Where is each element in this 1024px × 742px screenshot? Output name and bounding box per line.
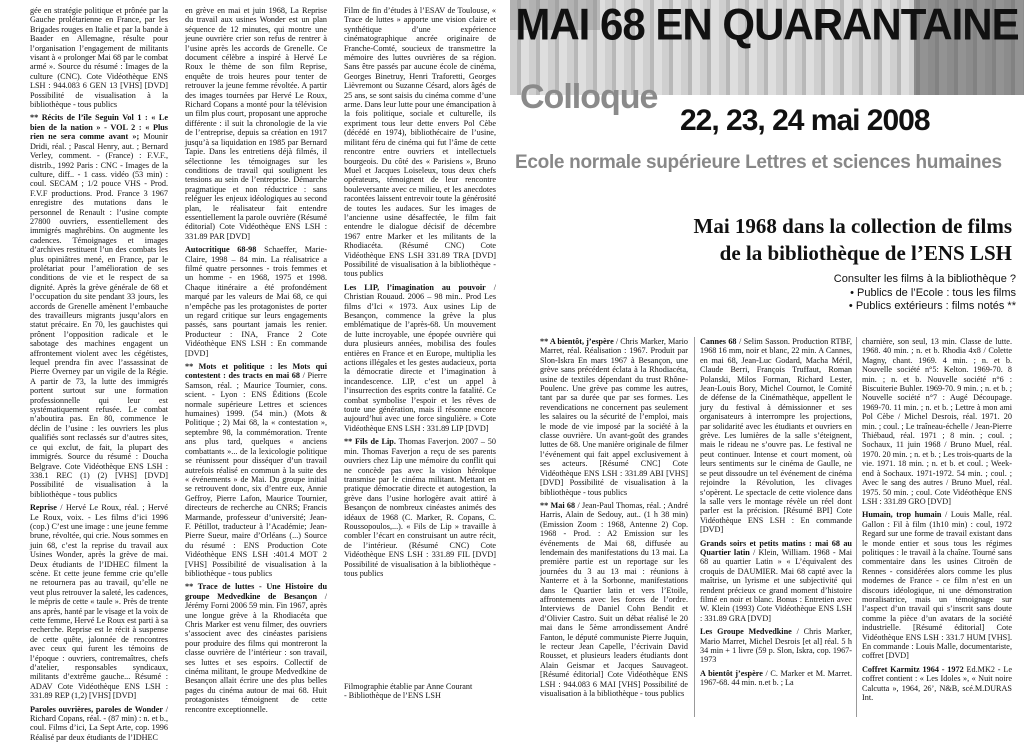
film-title: Les LIP, l’imagination au pouvoir	[344, 282, 486, 292]
col2-entry-3: ** Trace de luttes - Une Histoire du groupe Medvedkine de Besançon / Jérémy Forni 2006 59 min. Fin 1967, après une longue grève à la Rhodiacéta que Chris Marker est venu filmer, des ouvriers s’associent avec des cinéastes parisiens pour produire des films qui montreront la classe ouvrière de l’intérieur : son travail, ses luttes et ses espoirs. Collectif de cinéma militant, le groupe Medvedkine de Besançon allait écrire une des plus belles pages du cinéma autour de mai 68. Huit protagonistes témoignent de cette rencontre exceptionnelle.	[185, 582, 327, 714]
filmography-credit	[344, 682, 472, 701]
col4-entry-0: ** A bientôt, j’espère / Chris Marker, Mario Marret, réal. Réalisation : 1967. Produit par Slon-Iskra En mars 1967 à Besançon, une grève sans précédent éclata à la Rhodiacéta, usine de textiles dépendant du trust Rhône-Poulenc. Une grève pas comme les autres, tant par sa durée que par ses formes. Les revendications ne concernent pas seulement les salaires ou la sécurité de l’emploi, mais le mode de vie imposé par la société à la classe ouvrière. Un avant-goût des grandes luttes de 68. Une manière originale de filmer l’événement qui fait appel exclusivement à ses acteurs. [Résumé CNC] Cote Vidéothèque ENS LSH : 331.89 ABI [VHS] [DVD] Possibilité de visualisation à la bibliothèque - tous publics	[540, 337, 688, 497]
col5-entry-0: Cannes 68 / Selim Sasson. Production RTBF, 1968 16 mm, noir et blanc, 22 min. A Cannes, en mai 68, Jean-Luc Godard, Macha Méril, Claude Berri, François Truffaut, Roman Polanski, Milos Forman, Richard Lester, Jean-Louis Bory, Michel Cournot, le Comité de défense de la Cinémathèque, appellent le jury du festival à démissionner et ses organisateurs à interrompre les projections, par solidarité avec les étudiants et ouvriers en grève. Les lumières de la salle s’éteignent, mais le rideau ne s’ouvre pas. Le festival ne peut continuer. Intense et court moment, où leurs sentiments sur le cinéma de Gaulle, ne se peut dissoudre un tel événement de cinéma rejoindre la Révolution, les clivages s’opèrent. Le spectacle de cette violence dans la salle vers le montage révèle un réel dont parler est la précision. [Résumé BPI] Cote Vidéothèque ENS LSH : En commande [DVD]	[700, 337, 853, 535]
col5-entry-1: Grands soirs et petits matins : mai 68 au Quartier latin / Klein, William. 1968 - Mai 68 au quartier Latin » « L’équivalent des croquis de DAUMIER. Mai 68 capté avec la maîtrise, un lyrisme et une subjectivité qui rendent précieux ce grand moment d’histoire filmé en noir et blanc. Bonus : Entretien avec W. Klein (1993) Cote Vidéothèque ENS LSH : 331.89 GRA [DVD]	[700, 538, 852, 623]
col3-entry-2: ** Fils de Lip. Thomas Faverjon. 2007 – 50 min. Thomas Faverjon a reçu de ses parents ouvriers chez Lip une mémoire du conflit qui ne concède pas avec la vision héroïque transmise par le cinéma militant. Mettant en pratique démocratie directe et autogestion, la grève dans l’usine horlogère avait attiré à Besançon de nombreux cinéastes animés des idéaux de 1968 (C. Marker, R. Copans, C. Roussopoulos,...). « Fils de Lip » travaille à combler l’écart en construisant un autre récit, de l’intérieur. (Résumé CNC) Cote Vidéothèque ENS LSH : 331.89 FIL [DVD] Possibilité de visualisation à la bibliothèque - tous publics	[344, 437, 496, 578]
col3-entry-1: Les LIP, l’imagination au pouvoir / Christian Rouaud. 2006 – 98 min.. Prod Les films d’Ici « 1973. Aux usines Lip de Besançon, commence la grève la plus emblématique de l’après-68. Un mouvement de lutte incroyable, une épopée ouvrière qui dura plusieurs années, mobilisa des foules entières en France et en Europe, multiplia les actions illégales et les gestes audacieux, porta la démocratie directe et l’imagination à incandescence. LIP, c’est un appel à l’insurrection des esprits contre la fatalité. Ce combat symbolise l’espoir et les rêves de toute une génération, mais il résonne encore aujourd’hui avec une force singulière. » Cote Vidéothèque ENS LSH : 331.89 LIP [DVD]	[344, 282, 496, 433]
column-divider	[694, 337, 695, 717]
col6-entry-0: charnière, son seul, 13 min. Classe de lutte. 1968. 40 min. ; n. et b. Rhodia 4x8 / Colette Magny, chant. 1969. 4 min. ; n. et b. Nouvelle société n°5: Kelton. 1969-70. 8 min. ; n. et b. Nouvelle société n°6 : Biscuiterie Buhler. 1969-70. 9 min. ; n. et b. ; Nouvelle société n°7 : Augé Découpage. 1969-70. 11 min. ; n. et b. ; Lettre à mon ami Pol Cèbe / Michel Desrois, réal. 1971. 20 min. ; coul. ; Le traîneau-échelle / Jean-Pierre Thiébaud, réal. 1971 ; 8 min. ; coul. ; Sochaux, 11 juin 1968 / Bruno Muel, réal. 1970. 20 min. ; n. et b. ; Les trois-quarts de la vie. 1971. 18 min. ; n. et b. et coul. ; Week-end à Sochaux. 1971-1972. 54 min. ; coul. ; Avec le sang des autres / Bruno Muel, réal. 1975. 50 min. ; coul. Cote Vidéothèque ENS LSH : 331.89 GRO [DVD]	[862, 337, 1012, 506]
film-title: Reprise	[30, 503, 57, 513]
col1-entry-2: Reprise / Hervé Le Roux, réal. ; Hervé Le Roux, voix. - Les films d’ici 1996 (cop.) C’est une image : une jeune femme brune, révoltée, qui crie. Nous sommes en juin 68, c’est la reprise du travail aux Usines Wonder, après la grève de mai. Deux étudiants de l’IDHEC filment la scène. Et cette jeune femme crie qu’elle ne retournera pas au travail, qu’elle ne veut plus retrouver la saleté, les cadences, le mépris de cette « taule ». Près de trente ans après, hanté par le visage et la voix de cette femme, Hervé Le Roux est parti à sa recherche. Reprise est le récit à suspense de cette quête, jalonnée de rencontres avec ceux qui furent les témoins de l’époque : ouvriers, contremaîtres, chefs d’atelier, responsables syndicaux, militants d’extrême gauche... Résumé : ADAV Cote Vidéothèque ENS LSH : 331.89 REP (1,2) [VHS] [DVD]	[30, 503, 169, 701]
film-title: ** Mai 68	[540, 500, 576, 510]
film-title: Cannes 68	[700, 337, 737, 346]
consult-question: Consulter les films à la bibliothèque ?	[833, 273, 1016, 285]
col4-entry-1: ** Mai 68 / Jean-Paul Thomas, réal. ; André Harris, Alain de Sedouy, aut.. (1 h 38 min) (Emission Zoom : 1968, Antenne 2) Cop. 1968 - Prod. : A2 Emission sur les événements de Mai 68, diffusée au lendemain des manifestations du 13 mai. La première partie est un reportage sur les journées du 3 au 13 mai : réunions à Nanterre et à la Sorbonne, manifestations dans le Quartier latin et vers l’Etoile, affrontements avec les forces de l’ordre. Interviews de Daniel Cohn Bendit et d’Olivier Castro. Suit un débat réalisé le 20 mai dans le 5ème arrondissement André Fanton, le député communiste Pierre Juquin, le recteur Jean Capelle, l’écrivain David Rousset, et plusieurs leaders étudiants dont Alain Geismar et Jacques Sauvageot. [Résumé éditorial] Cote Vidéothèque ENS LSH : 944.083 6 MAI [VHS] Possibilité de visualisation à la bibliothèque - tous publics	[540, 500, 689, 699]
consultation-info	[834, 273, 1016, 314]
film-title: ** Mots et politique : les Mots qui contestent : des tracts en mai 68	[185, 362, 327, 381]
film-title: ** Fils de Lip.	[344, 437, 396, 447]
col1-entry-1: ** Récits de l’île Seguin Vol 1 : « Le bien de la nation » - VOL 2 : « Plus rien ne sera comme avant »; Mounir Dridi, réal. ; Pascal Henry, aut. ; Bernard Verley, comment. - (France) : F.V.F., distrib., 1992 Paris : CNC - Images de la culture, diff.. - 1 cass. vidéo (53 min) : coul. SECAM ; 1/2 pouce VHS - Prod. F.V.F productions. Prod. France 3 1967 enregistre des mutations dans le personnel de Renault : l’usine compte 27800 ouvriers, essentiellement des immigrés maghrébins. On augmente les cadences. Témoignages et images d’archives restituent l’un des combats les plus opiniâtres mené, en France, par le prolétariat pour l’amélioration de ses conditions de vie et le respect de sa dignité. Après la grève générale de 68 et l’occupation du site pendant 33 jours, les accords de Grenelle amènent l’embauche des travailleurs migrants jusqu’alors en statut précaire. En 70, les gauchistes qui prônent l’opposition radicale et le sabotage des machines engagent un affrontement violent avec les cégétistes, lequel prendra fin avec l’assassinat de Pierre Overney par un vigile de la Régie. A partir de 73, la lutte des immigrés portent surtout sur une formation professionnelle qui leur est systématiquement refusée. Le combat n’aboutira pas. En 80, commence le déclin de l’usine : les ouvriers les plus qualifiés sont reclassés sur d’autres sites, ce qui exclut, de fait, la plupart des immigrés. Source du résumé : Doucha Belgrave. Cote Vidéothèque ENS LSH : 338.1 REC (1) (2) [VHS] [DVD] Possibilité de visualisation à la bibliothèque - tous publics	[30, 113, 168, 499]
institution-name: Ecole normale supérieure Lettres et sciences humaines	[515, 152, 1002, 173]
page-title	[542, 213, 1012, 267]
col2-entry-0: en grève en mai et juin 1968, La Reprise du travail aux usines Wonder est un plan séquence de 12 minutes, qui montre une jeune ouvrière crier son refus de rentrer à l’usine après les accords de Grenelle. Ce document célèbre a inspiré à Hervé Le Roux le thème de son film Reprise, enquête de trois heures pour tenter de retrouver la jeune femme révoltée. A partir des images tournées par Hervé Le Roux, Richard Copans a monté pour la télévision un film plus court, proposant une approche différente : il suit la chronologie de la vie de l’entreprise, depuis sa création en 1917 jusqu’à sa liquidation en 1985 par Bernard Tapie. Dans les entretiens déjà filmés, il sélectionne les témoignages sur les conditions de travail qui soulignent les tensions au sein de l’entreprise. Démarche pragmatique et non réductrice : sans reléguer les enjeux idéologiques au second plan, le réalisateur fait entendre essentiellement la parole ouvrière (Résumé éditorial) Cote Vidéothèque ENS LSH : 331.89 PAR [DVD]	[185, 6, 327, 241]
column-5	[700, 337, 852, 720]
film-title: A bientôt j’espère	[700, 668, 763, 678]
col2-entry-1: Autocritique 68-98 Schaeffer, Marie-Claire, 1998 – 84 min. La réalisatrice a filmé quatre personnes - trois femmes et un homme - en 1968, 1975 et 1998. Chaque itinéraire a été profondément marqué par les valeurs de Mai 68, ce qui n’empêche pas les protagonistes de porter un regard critique sur leurs engagements passés, sans pourtant jamais les renier. Producteur : INA, France 2 Cote Vidéothèque ENS LSH : En commande [DVD]	[185, 245, 327, 358]
column-3	[344, 6, 496, 720]
col2-entry-2: ** Mots et politique : les Mots qui contestent : des tracts en mai 68 / Pierre Samson, réal. ; Maurice Tournier, cons. scient. - Lyon : ENS Éditions (Ecole normale supérieure Lettres et sciences humaines) 1999. (54 min.) (Mots & Politique ; 2) Mai 68, la « contestation », septembre 98, la commémoration. Trente ans plus tard, quelques « anciens combattants »... de la lexicologie politique se réunissent pour disséquer d’un travail autrefois réalisé en commun à la suite des « événements » de Mai. Du groupe initial se retrouvent donc, six d’entre eux, Annie Geffroy, Pierre Lafon, Maurice Tournier, directeurs de recherche au CNRS; Francis Marmande, professeur d’université; Jean-F. Pétillot, traducteur à l’Académie; Jean-Pierre Sueur, maire d’Orléans (...) Source du résumé : ENS Production Cote Vidéothèque ENS LSH :401.4 MOT 2 [VHS] Possibilité de visualisation à la bibliothèque - tous publics	[185, 362, 328, 578]
colloque-label: Colloque	[520, 78, 658, 116]
film-title: Coffret Karmitz 1964 - 1972	[862, 664, 964, 674]
col5-entry-2: Les Groupe Medvedkine / Chris Marker, Mario Marret, Michel Desrois [et al] réal. 5 h 34 min + 1 livre (59 p. Slon, Iskra, cop. 1967-1973	[700, 627, 852, 665]
col5-entry-3: A bientôt j’espère / C. Marker et M. Marret. 1967-68. 44 min. n.et b. ; La	[700, 668, 853, 688]
column-1	[30, 6, 169, 742]
col6-entry-2: Coffret Karmitz 1964 - 1972 Ed.MK2 - Le coffret contient : « Les Idoles », « Nuit noire Calcutta », 1964, 26’, N&B, scé.M.DURAS Int.	[862, 664, 1012, 703]
credit-line: - Bibliothèque de l’ENS LSH	[344, 691, 441, 701]
film-title: Les Groupe Medvedkine	[700, 627, 792, 637]
film-title: ** A bientôt, j’espère	[540, 337, 614, 346]
film-title: ** Récits de l’île Seguin Vol 1 : « Le bien de la nation » - VOL 2 : « Plus rien ne sera comme avant »;	[30, 113, 168, 142]
consult-external-public: • Publics extérieurs : films notés **	[848, 300, 1016, 312]
film-title: Grands soirs et petits matins : mai 68 au Quartier latin	[700, 538, 852, 557]
col1-entry-3: Paroles ouvrières, paroles de Wonder / Richard Copans, réal. - (87 min) : n. et b., coul. Films d’ici, La Sept Arte, cop. 1996 Réalisé par deux étudiants de l’IDHEC	[30, 704, 168, 742]
film-title: Humain, trop humain	[862, 510, 942, 520]
credit-line: Filmographie établie par Anne Courant	[344, 682, 473, 691]
consult-school-public: • Publics de l’Ecole : tous les films	[850, 286, 1016, 299]
column-4	[540, 337, 688, 720]
title-line: Mai 1968 dans la collection de films	[693, 214, 1012, 238]
col1-entry-0: gée en stratégie politique et prônée par la Gauche prolétarienne en France, par les Brigades rouges en Italie et par la bande à Baader en Allemagne, résulte pour l’organisation l’engagement de militants visant à « prolonger Mai 68 par le combat armé ». Source du résumé : Images de la culture (CNC). Cote Vidéothèque ENS LSH : 944.083 6 GEN 13 [VHS] [DVD] Possibilité de visualisation à la bibliothèque - tous publics	[30, 6, 168, 110]
column-2	[185, 6, 327, 720]
col6-entry-1: Humain, trop humain / Louis Malle, réal. Gallon : Fil à film (1h10 min) : coul, 1972 Regard sur une forme de travail existant dans le monde entier et sous tous les régimes politiques : le travail à la chaîne. Tourné sans commentaire dans les usines Citroën de Rennes - considérées alors comme les plus modernes de France - ce film n’est en un discours idéologique, ni une démonstration moralisatrice, mais un témoignage sur l’aspect d’un travail qui s’inscrit sans doute comme la pièce d’un avatars de la société industrielle. [Résumé éditorial] Cote Vidéothèque ENS LSH : 331.7 HUM [VHS]. En commande : Louis Malle, documentariste, coffret [DVD]	[862, 510, 1012, 661]
column-divider	[856, 337, 857, 717]
film-title: Paroles ouvrières, paroles de Wonder	[30, 704, 163, 714]
film-title: ** Trace de luttes - Une Histoire du groupe Medvedkine de Besançon	[185, 582, 327, 601]
col3-entry-0: Film de fin d’études à l’ESAV de Toulouse, « Trace de luttes » apporte une vision claire et synthétique d’une expérience cinématographique ancrée originaire de Franche-Comté, soucieux de transmettre la mémoire des luttes ouvrières de sa région. Sans être passés par aucune école de cinéma, Georges Binetruy, Henri Traforetti, Georges Lièvremont ou Suzanne Césard, alors âgés de 25 ans, se sont saisis du cinéma comme d’une arme. Dans leur lutte pour une émancipation à la fois politique, sociale et culturelle, ils expriment tous leur dette envers Pol Cèbe (décédé en 1974), bibliothécaire de l’usine, militant féru de cinéma qui fut l’âme de cette rencontre entre ouvriers et intellectuels bourgeois. Du côté des « Parisiens », Bruno Muel et Jacques Loiseleux, tous deux chefs opérateurs, témoignent de leur rencontre bouleversante avec ce milieu, et les anecdotes racontées laissent entrevoir toute la générosité de toutes les audaces. Sur les images de l’ancienne usine désaffectée, le film fait entendre le dialogue décisif de décembre 1967 entre Marker et les militants de la Rhodiacéta. (Résumé CNC) Cote Vidéothèque ENS LSH 331.89 TRA [DVD] Possibilité de visualisation à la bibliothèque - tous publics	[344, 6, 496, 279]
banner-title: MAI 68 EN QUARANTAINE	[515, 0, 1019, 50]
film-title: Autocritique 68-98	[185, 245, 257, 255]
title-line: de la bibliothèque de l’ENS LSH	[719, 241, 1012, 265]
event-dates: 22, 23, 24 mai 2008	[680, 104, 930, 137]
column-6	[862, 337, 1012, 720]
